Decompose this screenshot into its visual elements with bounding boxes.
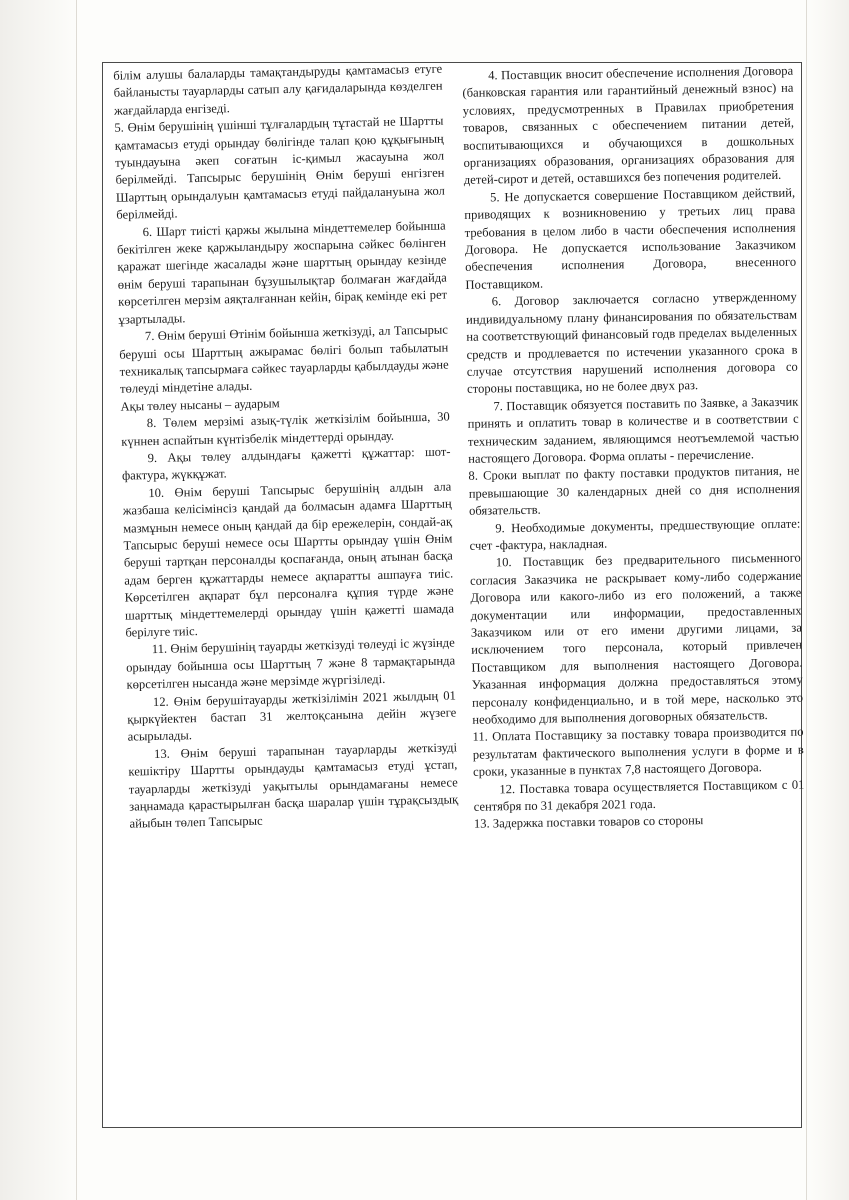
paragraph: 12. Поставка товара осуществляется Поставщиком с 01 сентября по 31 декабря 2021 года. [473,777,805,814]
paragraph: 4. Поставщик вносит обеспечение исполнения Договора (банковская гарантия или гарантийный денежный взнос) на условиях, предусмотренных в Правилах приобретения товаров, связанных с обеспечением питании детей, воспитывающихся и обучающихся в дошкольных организациях образования, организациях образования для детей-сирот и детей, оставшихся без попечения родителей. [462,63,795,188]
two-column-body [103,61,805,1126]
paragraph: 6. Договор заключается согласно утвержденному индивидуальному плану финансирования по обязательствам на соответствующий финансовый годв пределах выделенных средств и продлевается по истечении указанного срока в случае отсутствия нарушений исполнения договора со стороны поставщика, но не более двух раз. [465,289,798,397]
paragraph: 5. Не допускается совершение Поставщиком действий, приводящих к возникновению у третьих лиц права требования в целом либо в части обеспечения исполнения Договора. Не допускается использование Заказчиком обеспечения исполнения Договора, внесенного Поставщиком. [464,185,797,292]
paragraph: 11. Өнім берушінің тауарды жеткізуді төлеуді іс жүзінде орындау бойынша осы Шарттың 7 және 8 тармақтарында көрсетілген нысанда және мерзімде жүргізіледі. [126,635,456,692]
paragraph: 5. Өнім берушінің үшінші тұлғалардың тұтастай не Шартты қамтамасыз етуді орындау бөлігінде талап қою құқығының туындауына әкеп соғатын іс-қимыл жасауына жол берілмейді. Тапсырыс берушінің Өнім беруші енгізген Шарттың орындалуын қамтамасыз етуді пайдалануына жол берілмейді. [114,113,445,222]
paragraph: 13. Задержка поставки товаров со стороны [473,813,704,832]
paragraph: білім алушы балаларды тамақтандыруды қамтамасыз етуге байланысты тауарларды сатып алу қағидаларында көзделген жағдайларда енгізеді. [113,61,443,118]
page-fold-line-left [76,0,77,1200]
column-kazakh [103,56,475,1125]
paragraph: 8. Сроки выплат по факту поставки продуктов питания, не превышающие 30 календарных дней со дня исполнения обязательств. [468,463,800,518]
paragraph: 13. Өнім беруші тарапынан тауарларды жеткізуді кешіктіру Шартты орындауды қамтамасыз етуді ұстап, тауарларды жеткізуді уақытылы орындамағаны немесе заңнамада қарастырылған басқа шаралар үшін тұрақсыздық айыбын төлеп Тапсырыс [128,740,459,832]
paragraph: 9. Необходимые документы, предшествующие оплате: счет -фактура, накладная. [469,516,801,553]
paragraph: 10. Өнім беруші Тапсырыс берушінің алдын ала жазбаша келісімінсіз қандай да болмасын адамға Шарттың мазмұнын немесе оның қандай да бір ережелерін, сондай-ақ Тапсырыс беруші немесе осы Шартты орындау үшін Өнім беруші тартқан персоналды қоспағанда, оның атынан басқа адам берген құжаттарды немесе ақпаратты ашпауға тиіс. Көрсетілген ақпарат бұл персоналға құпия түрде және шарттық міндеттемелерді орындау үшін қажетті шамада берілуге тиіс. [122,479,455,640]
payment-form-note: Ақы төлеу нысаны – аударым [120,395,280,414]
paragraph: 11. Оплата Поставщику за поставку товара производится по результатам фактического выполнения услуги в форме и в сроки, указанные в пунктах 7,8 настоящего Договора. [472,724,804,780]
paragraph: 7. Поставщик обязуется поставить по Заявке, а Заказчик принять и оплатить товар в количестве и в соответствии с техническим заданием, являющимся неотъемлемой частью настоящего Договора. Форма оплаты - перечисление. [467,394,799,466]
column-russian [452,59,818,1126]
paragraph: 7. Өнім беруші Өтінім бойынша жеткізуді, ал Тапсырыс беруші осы Шарттың ажырамас бөлігі болып табылатын техникалық тапсырмаға сәйкес тауарларды қабылдауды және төлеуді міндетіне алады. [119,322,449,397]
paragraph: 10. Поставщик без предварительного письменного согласия Заказчика не раскрывает кому-либо содержание Договора или какого-либо из его положений, а также документации или информации, предоставленных Заказчиком или от его имени другими лицами, за исключением того персонала, который привлечен Поставщиком для выполнения настоящего Договора. Указанная информация должна предоставляться этому персоналу конфиденциально, и в той мере, насколько это необходимо для выполнения договорных обязательств. [470,550,804,727]
paragraph: 8. Төлем мерзімі азық-түлік жеткізілім бойынша, 30 күннен аспайтын күнтізбелік міндеттерді орындау. [121,409,450,449]
page-left-shadow [0,0,78,1200]
paragraph: 9. Ақы төлеу алдындағы қажетті құжаттар: шот-фактура, жүкқұжат. [121,444,451,484]
paragraph: 12. Өнім берушітауарды жеткізілімін 2021 жылдың 01 қыркүйектен бастап 31 желтоқсанына дейін жүзеге асырылады. [127,688,457,745]
paragraph: 6. Шарт тиісті қаржы жылына міндеттемелер бойынша бекітілген жеке қаржыландыру жоспарына сәйкес бөлінген қаражат шегінде жасалады және шарттың орындау кезінде өнім беруші тарапынан бұзушылықтар болмаған жағдайда көрсетілген мерзім аяқталғаннан кейін, бірақ кемінде екі рет ұзартылады. [116,218,448,327]
